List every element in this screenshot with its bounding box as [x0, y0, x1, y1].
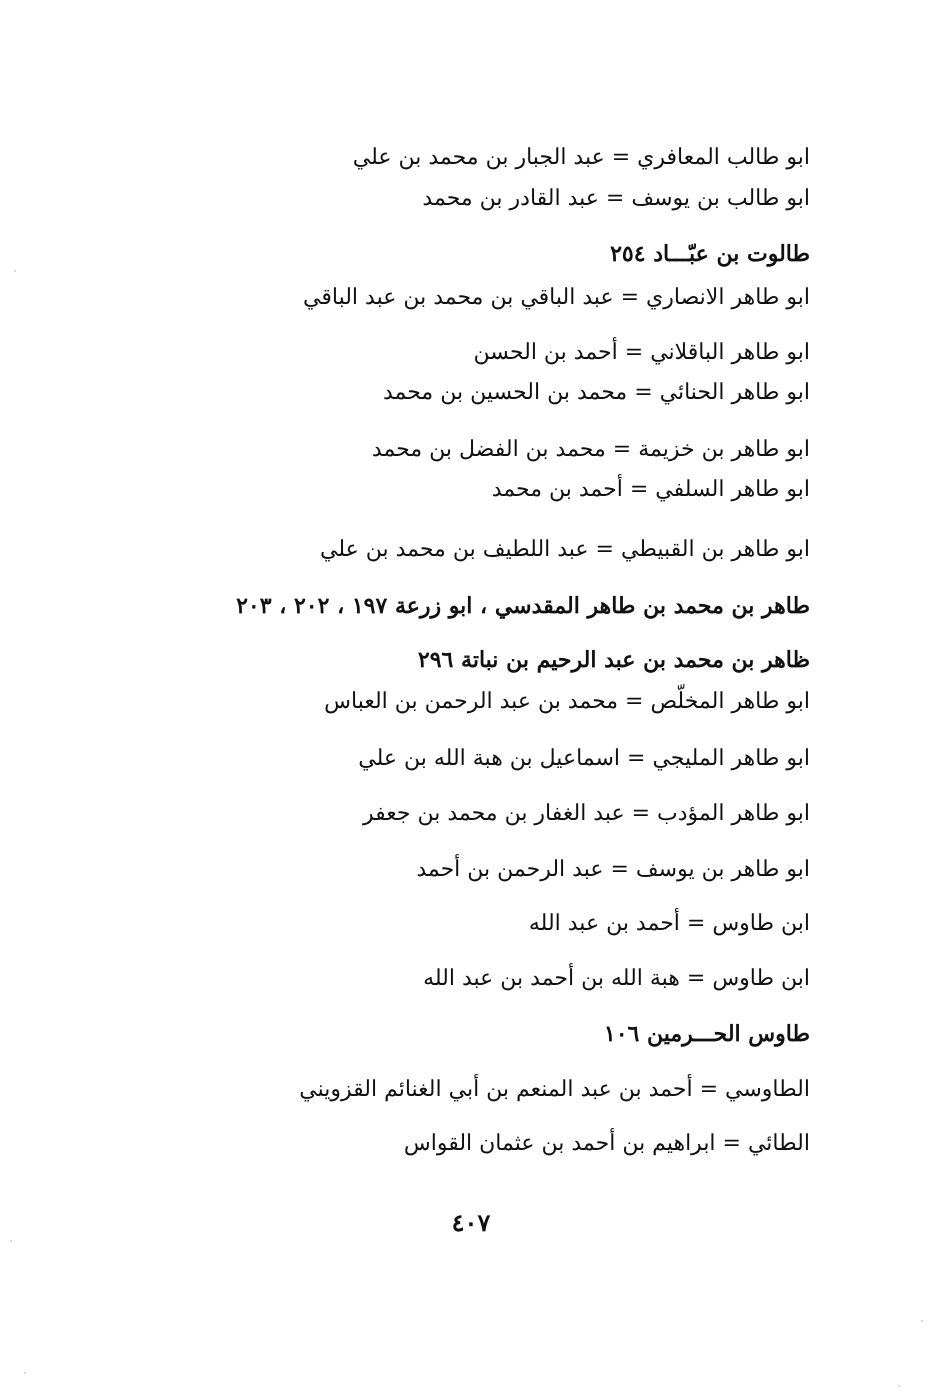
scan-speck: [24, 1372, 26, 1374]
index-entry: ابو طاهر المخلّص = محمد بن عبد الرحمن بن العباس: [324, 689, 810, 714]
scan-speck: [898, 1385, 900, 1387]
index-heading: طاهر بن محمد بن طاهر المقدسي ، ابو زرعة ١٩٧ ، ٢٠٢ ، ٢٠٣: [236, 593, 810, 619]
index-entry: ابن طاوس = هبة الله بن أحمد بن عبد الله: [423, 966, 810, 991]
index-entry: الطاوسي = أحمد بن عبد المنعم بن أبي الغنائم القزويني: [299, 1077, 810, 1102]
index-entry: ابو طاهر المؤدب = عبد الغفار بن محمد بن جعفر: [362, 801, 810, 826]
index-entry: ابو طاهر المليجي = اسماعيل بن هبة الله بن علي: [358, 746, 810, 771]
index-entry: ابو طاهر السلفي = أحمد بن محمد: [491, 477, 810, 502]
index-entry: ابو طاهر بن القبيطي = عبد اللطيف بن محمد بن علي: [319, 537, 810, 562]
index-entry: ابو طاهر الباقلاني = أحمد بن الحسن: [473, 340, 810, 365]
index-heading: طالوت بن عبّـــاد ٢٥٤: [610, 241, 810, 267]
index-entry: الطائي = ابراهيم بن أحمد بن عثمان القواس: [403, 1131, 810, 1156]
index-entry: ابو طالب بن يوسف = عبد القادر بن محمد: [422, 186, 810, 211]
index-entry: ابو طاهر الانصاري = عبد الباقي بن محمد بن عبد الباقي: [303, 285, 810, 310]
index-entry: ابو طاهر بن يوسف = عبد الرحمن بن أحمد: [416, 857, 810, 882]
index-entry: ابن طاوس = أحمد بن عبد الله: [528, 911, 810, 936]
scan-speck: [14, 270, 16, 272]
index-heading: ظاهر بن محمد بن عبد الرحيم بن نباتة ٢٩٦: [417, 647, 810, 673]
index-entry: ابو طاهر بن خزيمة = محمد بن الفضل بن محمد: [371, 437, 810, 462]
index-heading: طاوس الحـــرمين ١٠٦: [603, 1021, 810, 1047]
index-entry: ابو طالب المعافري = عبد الجبار بن محمد بن علي: [352, 145, 810, 170]
scan-speck: [10, 1240, 12, 1242]
scan-speck: [921, 1320, 923, 1322]
page-number: ٤٠٧: [451, 1208, 491, 1237]
index-entry: ابو طاهر الحنائي = محمد بن الحسين بن محمد: [382, 380, 810, 405]
